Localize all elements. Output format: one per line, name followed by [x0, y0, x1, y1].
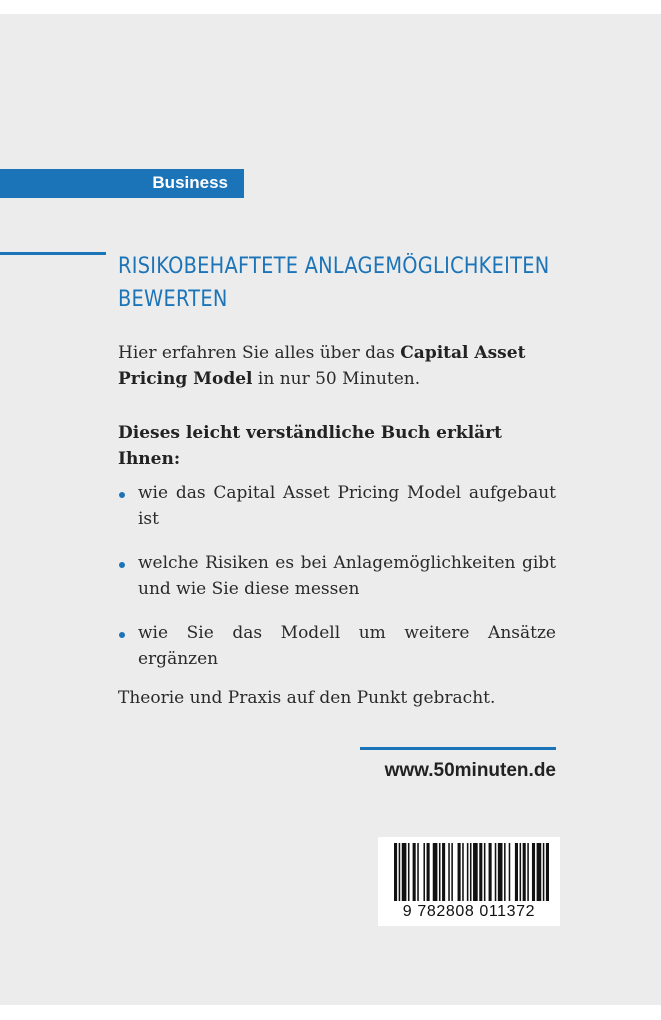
- list-item-text: welche Risiken es bei Anlagemöglichkeiten gibt und wie Sie diese messen: [138, 553, 556, 599]
- list-item: [118, 550, 556, 602]
- category-banner: [0, 169, 244, 198]
- closing-sentence: Theorie und Praxis auf den Punkt gebracht.: [118, 688, 496, 708]
- list-item: [118, 480, 556, 532]
- isbn-number: 9 782808 011372: [402, 903, 536, 920]
- list-heading: Dieses leicht verständliche Buch erklärt Ihnen:: [118, 423, 502, 469]
- isbn-barcode: [378, 837, 560, 926]
- list-item-text: wie das Capital Asset Pricing Model aufgebaut ist: [138, 483, 556, 529]
- bullet-dot-icon: [119, 632, 125, 638]
- book-title: [118, 250, 550, 316]
- book-title-line-1: RISIKOBEHAFTETE ANLAGEMÖGLICHKEITEN: [118, 254, 550, 279]
- intro-text-before: Hier erfahren Sie alles über das: [118, 343, 401, 363]
- intro-text-after: in nur 50 Minuten.: [252, 369, 421, 389]
- list-item-text: wie Sie das Modell um weitere Ansätze ergänzen: [138, 623, 556, 669]
- book-title-line-2: BEWERTEN: [118, 287, 228, 312]
- book-back-cover: [0, 14, 661, 1005]
- barcode-bars-icon: [378, 837, 560, 903]
- benefit-list: [118, 480, 556, 690]
- category-label: Business: [152, 173, 228, 192]
- website-url: www.50minuten.de: [384, 760, 556, 781]
- bullet-dot-icon: [119, 492, 125, 498]
- intro-bold-topic: Capital Asset Pricing Model: [118, 343, 526, 389]
- list-item: [118, 620, 556, 672]
- intro-paragraph: [118, 340, 558, 392]
- bullet-dot-icon: [119, 562, 125, 568]
- website-accent-line: [360, 747, 556, 750]
- title-accent-line: [0, 252, 106, 255]
